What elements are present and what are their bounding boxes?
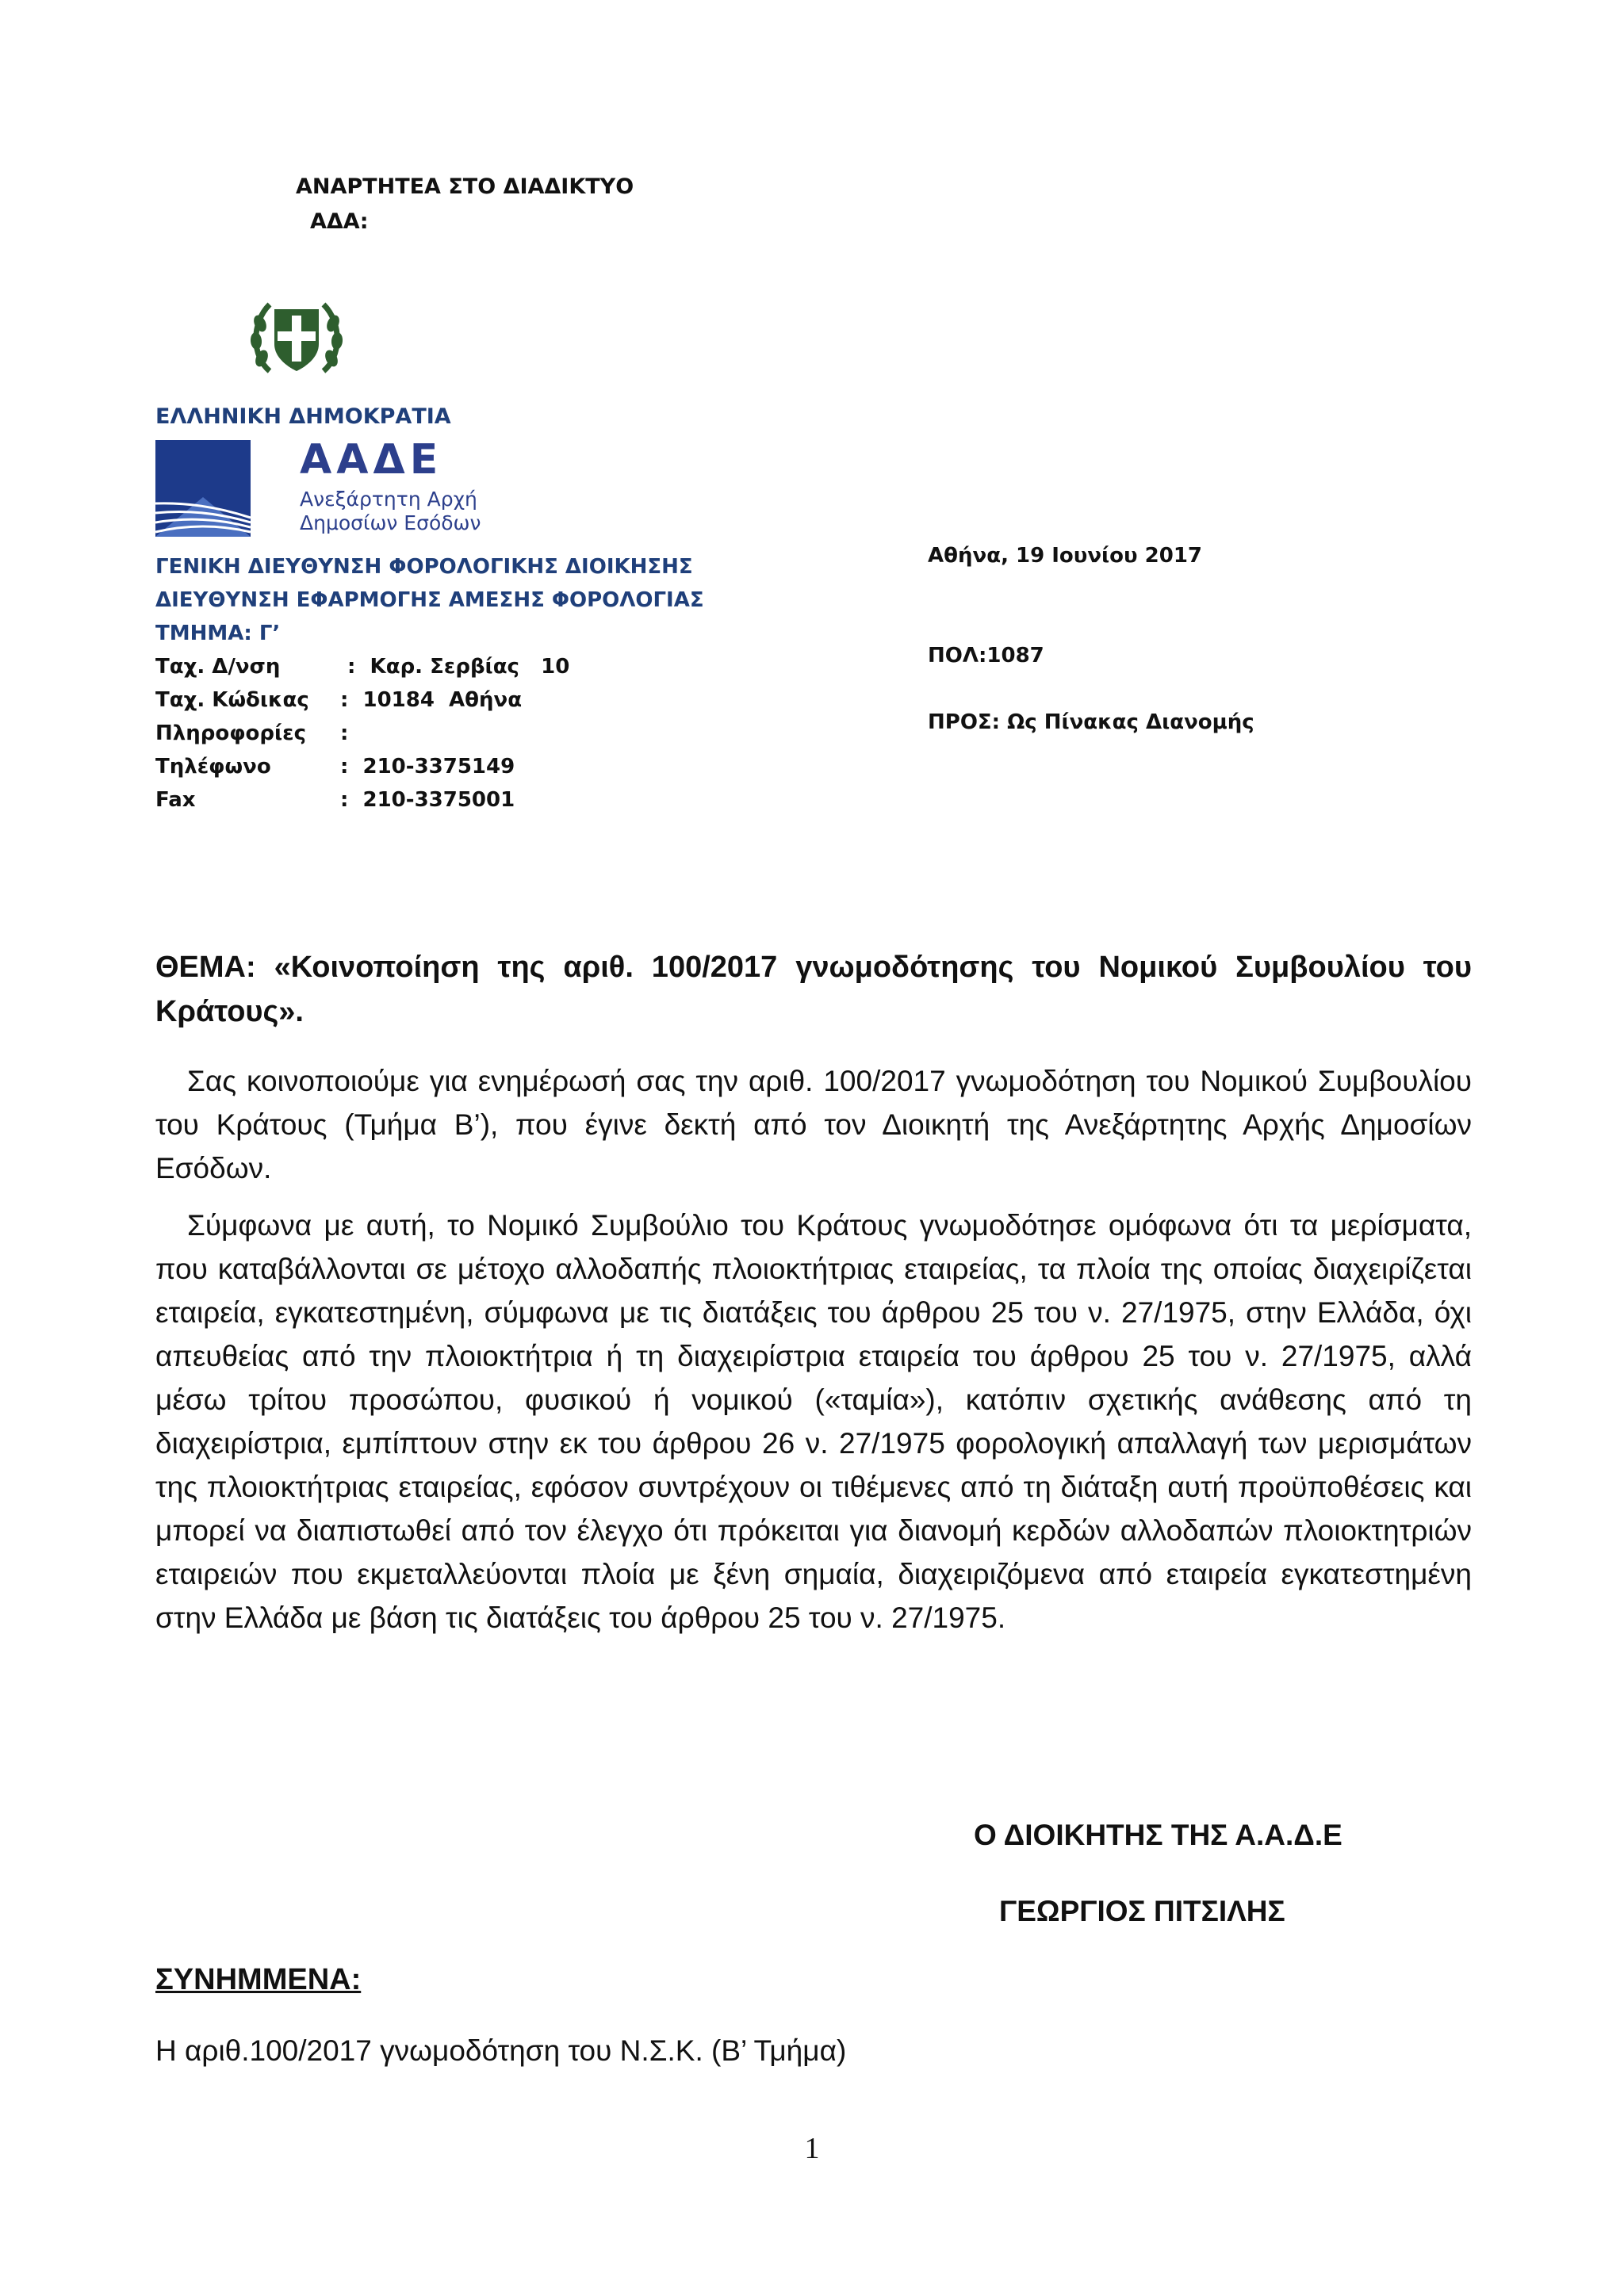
contact-label: Πληροφορίες	[155, 721, 307, 745]
subject: ΘΕΜΑ: «Κοινοποίηση της αριθ. 100/2017 γνωμοδότησης του Νομικού Συμβουλίου του Κράτους».	[155, 951, 1472, 1028]
aade-acronym: ΑΑΔΕ	[300, 436, 443, 484]
posting-note: ΑΝΑΡΤΗΤΕΑ ΣΤΟ ΔΙΑΔΙΚΤΥΟ	[296, 174, 634, 199]
page-number: 1	[804, 2132, 820, 2165]
contact-row-phone	[155, 750, 569, 783]
aade-logo-icon	[155, 440, 251, 537]
contact-row-fax	[155, 783, 569, 817]
aade-subtitle-line1: Ανεξάρτητη Αρχή	[300, 488, 477, 511]
signatory-name: ΓΕΩΡΓΙΟΣ ΠΙΤΣΙΛΗΣ	[999, 1895, 1285, 1927]
contact-label: Ταχ. Δ/νση	[155, 655, 281, 679]
aade-subtitle	[300, 488, 481, 535]
posting-note-block	[296, 170, 634, 239]
contact-row-address	[155, 650, 569, 683]
signatory-title: Ο ΔΙΟΙΚΗΤΗΣ ΤΗΣ Α.Α.Δ.Ε	[974, 1819, 1342, 1851]
ada-label: ΑΔΑ:	[310, 209, 369, 234]
general-directorate: ΓΕΝΙΚΗ ΔΙΕΥΘΥΝΣΗ ΦΟΡΟΛΟΓΙΚΗΣ ΔΙΟΙΚΗΣΗΣ	[155, 555, 693, 579]
contact-row-info	[155, 717, 569, 750]
contact-value: : 10184 Αθήνα	[340, 688, 523, 712]
attachments-heading: ΣΥΝΗΜΜΕΝΑ:	[155, 1963, 362, 1996]
contact-value: : 210-3375001	[340, 788, 515, 812]
body-paragraph-2: Σύμφωνα με αυτή, το Νομικό Συμβούλιο του Κράτους γνωμοδότησε ομόφωνα ότι τα μερίσματα, που καταβάλλονται σε μέτοχο αλλοδαπής πλοιοκτήτριας εταιρείας, τα πλοία της οποίας διαχειρίζεται εταιρεία, εγκατεστημένη, σύμφωνα με τις διατάξεις του άρθρου 25 του ν. 27/1975, στην Ελλάδα, όχι απευθείας από την πλοιοκτήτρια ή τη διαχειρίστρια εταιρεία του άρθρου 25 του ν. 27/1975, αλλά μέσω τρίτου προσώπου, φυσικού ή νομικού («ταμία»), κατόπιν σχετικής ανάθεσης από τη διαχειρίστρια, εμπίπτουν στην εκ του άρθρου 26 ν. 27/1975 φορολογική απαλλαγή των μερισμάτων της πλοιοκτήτριας εταιρείας, εφόσον συντρέχουν οι τιθέμενες από τη διάταξη αυτή προϋποθέσεις και μπορεί να διαπιστωθεί από τον έλεγχο ότι πρόκειται για διανομή κερδών αλλοδαπών πλοιοκτητριών εταιρειών που εκμεταλλεύονται πλοία με ξένη σημαία, διαχειριζόμενα από εταιρεία εγκατεστημένη στην Ελλάδα με βάση τις διατάξεις του άρθρου 25 του ν. 27/1975.	[155, 1209, 1472, 1634]
aade-subtitle-line2: Δημοσίων Εσόδων	[300, 511, 481, 534]
contact-label: Ταχ. Κώδικας	[155, 688, 309, 712]
contact-label: Fax	[155, 788, 196, 812]
republic-name: ΕΛΛΗΝΙΚΗ ΔΗΜΟΚΡΑΤΙΑ	[155, 404, 451, 429]
recipients: ΠΡΟΣ: Ως Πίνακας Διανομής	[928, 710, 1254, 734]
document-date: Αθήνα, 19 Ιουνίου 2017	[928, 544, 1202, 568]
greek-emblem-icon	[246, 292, 347, 385]
department-block	[155, 550, 704, 650]
contact-label: Τηλέφωνο	[155, 755, 271, 779]
contact-value: : 210-3375149	[340, 755, 515, 779]
document-reference: ΠΟΛ:1087	[928, 644, 1044, 668]
contact-row-postcode	[155, 683, 569, 717]
contact-details	[155, 650, 569, 817]
body-paragraph-1: Σας κοινοποιούμε για ενημέρωσή σας την αριθ. 100/2017 γνωμοδότηση του Νομικού Συμβουλίου του Κράτους (Τμήμα Β’), που έγινε δεκτή από τον Διοικητή της Ανεξάρτητης Αρχής Δημοσίων Εσόδων.	[155, 1065, 1472, 1184]
contact-value: :	[340, 721, 349, 745]
directorate: ΔΙΕΥΘΥΝΣΗ ΕΦΑΡΜΟΓΗΣ ΑΜΕΣΗΣ ΦΟΡΟΛΟΓΙΑΣ	[155, 588, 704, 612]
section: ΤΜΗΜΑ: Γ’	[155, 622, 281, 645]
attachment-item: Η αριθ.100/2017 γνωμοδότηση του Ν.Σ.Κ. (Β’ Τμήμα)	[155, 2034, 847, 2067]
contact-value: : Καρ. Σερβίας 10	[340, 655, 570, 679]
